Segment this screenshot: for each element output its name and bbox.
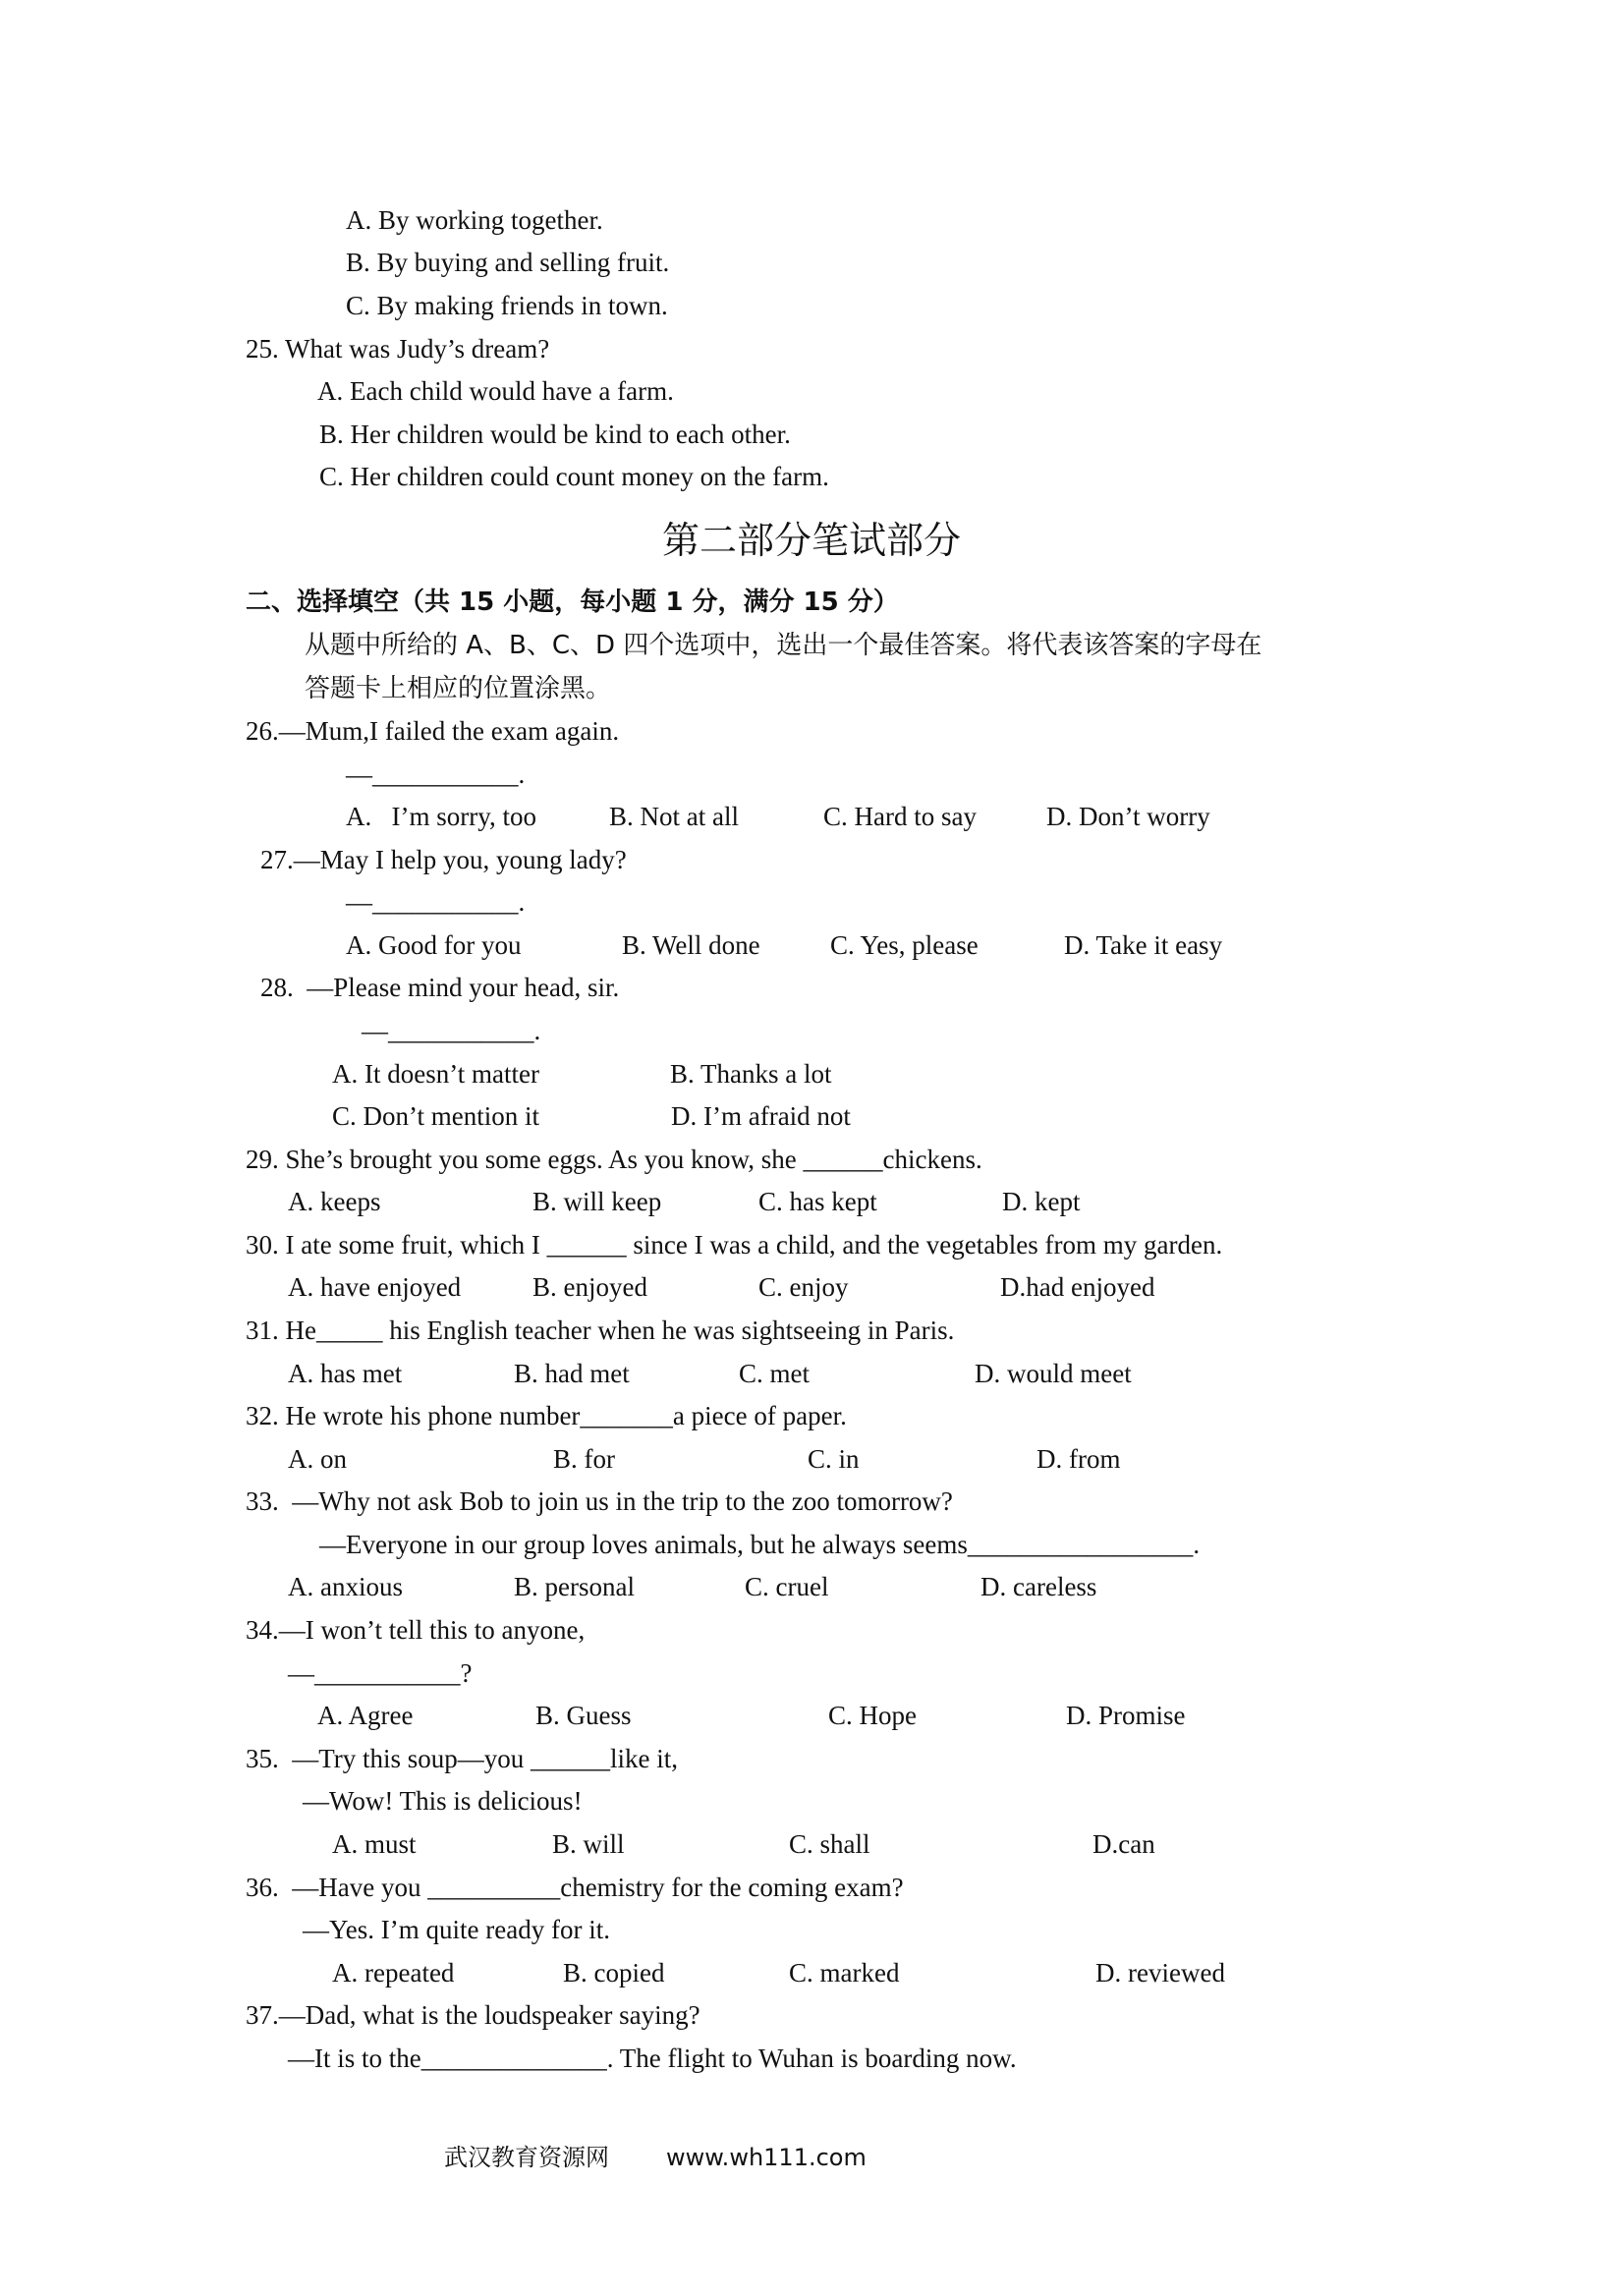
q26-reply: —___________. <box>346 759 526 789</box>
q29-option-b: B. will keep <box>532 1187 662 1216</box>
q28-option-c: C. Don’t mention it <box>332 1101 540 1131</box>
q26-stem: 26.—Mum,I failed the exam again. <box>246 716 620 746</box>
q33-option-c: C. cruel <box>745 1572 829 1601</box>
q24-option-c: C. By making friends in town. <box>346 291 668 320</box>
q35-option-d: D.can <box>1092 1829 1155 1859</box>
q25-option-b: B. Her children would be kind to each other. <box>319 420 791 449</box>
q26-option-c: C. Hard to say <box>823 802 977 831</box>
q32-option-d: D. from <box>1036 1444 1121 1474</box>
q37-stem: 37.—Dad, what is the loudspeaker saying? <box>246 2000 700 2030</box>
footer-url[interactable]: www.wh111.com <box>666 2144 867 2171</box>
q32-stem: 32. He wrote his phone number_______a piece of paper. <box>246 1401 847 1430</box>
q30-stem: 30. I ate some fruit, which I ______ since I was a child, and the vegetables from my garden. <box>246 1230 1223 1260</box>
q36-option-b: B. copied <box>563 1958 665 1988</box>
q27-stem: 27.—May I help you, young lady? <box>260 845 627 874</box>
q27-option-d: D. Take it easy <box>1064 930 1223 960</box>
q33-option-b: B. personal <box>514 1572 635 1601</box>
q30-option-b: B. enjoyed <box>532 1272 647 1302</box>
q25-option-a: A. Each child would have a farm. <box>317 376 674 406</box>
q36-reply: —Yes. I’m quite ready for it. <box>303 1915 610 1944</box>
footer-site-name: 武汉教育资源网 <box>444 2144 609 2171</box>
q25-stem: 25. What was Judy’s dream? <box>246 334 550 364</box>
q34-option-c: C. Hope <box>828 1701 917 1730</box>
q30-option-c: C. enjoy <box>758 1272 849 1302</box>
q24-option-b: B. By buying and selling fruit. <box>346 248 670 277</box>
q29-option-d: D. kept <box>1002 1187 1081 1216</box>
q29-option-a: A. keeps <box>288 1187 381 1216</box>
q27-option-a: A. Good for you <box>346 930 522 960</box>
q31-option-d: D. would meet <box>975 1359 1132 1388</box>
q32-option-b: B. for <box>553 1444 615 1474</box>
q33-option-a: A. anxious <box>288 1572 403 1601</box>
q26-option-a: A. I’m sorry, too <box>346 802 536 831</box>
q34-option-a: A. Agree <box>317 1701 414 1730</box>
q27-option-c: C. Yes, please <box>830 930 979 960</box>
q28-stem: 28. —Please mind your head, sir. <box>260 973 620 1002</box>
q35-option-c: C. shall <box>789 1829 870 1859</box>
q29-option-c: C. has kept <box>758 1187 877 1216</box>
q27-option-b: B. Well done <box>622 930 760 960</box>
q29-stem: 29. She’s brought you some eggs. As you know, she ______chickens. <box>246 1145 982 1174</box>
q35-option-a: A. must <box>332 1829 417 1859</box>
q34-reply: —___________? <box>288 1658 473 1688</box>
q25-option-c: C. Her children could count money on the farm. <box>319 462 829 491</box>
q28-option-b: B. Thanks a lot <box>670 1059 832 1089</box>
q36-option-c: C. marked <box>789 1958 900 1988</box>
q28-reply: —___________. <box>362 1016 541 1045</box>
q28-option-a: A. It doesn’t matter <box>332 1059 539 1089</box>
q35-stem: 35. —Try this soup—you ______like it, <box>246 1744 679 1773</box>
q28-option-d: D. I’m afraid not <box>671 1101 851 1131</box>
section2-heading: 二、选择填空（共 15 小题，每小题 1 分，满分 15 分） <box>246 588 899 617</box>
q30-option-a: A. have enjoyed <box>288 1272 462 1302</box>
q35-reply: —Wow! This is delicious! <box>303 1786 583 1816</box>
q31-option-c: C. met <box>739 1359 810 1388</box>
q35-option-b: B. will <box>552 1829 625 1859</box>
q36-option-a: A. repeated <box>332 1958 455 1988</box>
q26-option-b: B. Not at all <box>609 802 739 831</box>
q31-option-a: A. has met <box>288 1359 403 1388</box>
q36-stem: 36. —Have you __________chemistry for the coming exam? <box>246 1873 904 1902</box>
q32-option-a: A. on <box>288 1444 347 1474</box>
q31-option-b: B. had met <box>514 1359 630 1388</box>
q27-reply: —___________. <box>346 887 526 917</box>
q31-stem: 31. He_____ his English teacher when he was sightseeing in Paris. <box>246 1316 955 1345</box>
q36-option-d: D. reviewed <box>1095 1958 1225 1988</box>
q26-option-d: D. Don’t worry <box>1046 802 1210 831</box>
q33-option-d: D. careless <box>980 1572 1097 1601</box>
q33-stem: 33. —Why not ask Bob to join us in the trip to the zoo tomorrow? <box>246 1486 953 1516</box>
q33-reply: —Everyone in our group loves animals, but he always seems_________________. <box>319 1530 1201 1559</box>
section2-instruction-2: 答题卡上相应的位置涂黑。 <box>305 674 612 703</box>
q32-option-c: C. in <box>808 1444 860 1474</box>
q34-option-b: B. Guess <box>535 1701 632 1730</box>
q24-option-a: A. By working together. <box>346 205 603 235</box>
q34-option-d: D. Promise <box>1066 1701 1186 1730</box>
part2-title: 第二部分笔试部分 <box>661 519 961 562</box>
q34-stem: 34.—I won’t tell this to anyone, <box>246 1615 586 1645</box>
q37-reply: —It is to the______________. The flight to Wuhan is boarding now. <box>288 2044 1017 2073</box>
q30-option-d: D.had enjoyed <box>1000 1272 1155 1302</box>
section2-instruction-1: 从题中所给的 A、B、C、D 四个选项中，选出一个最佳答案。将代表该答案的字母在 <box>305 631 1262 660</box>
